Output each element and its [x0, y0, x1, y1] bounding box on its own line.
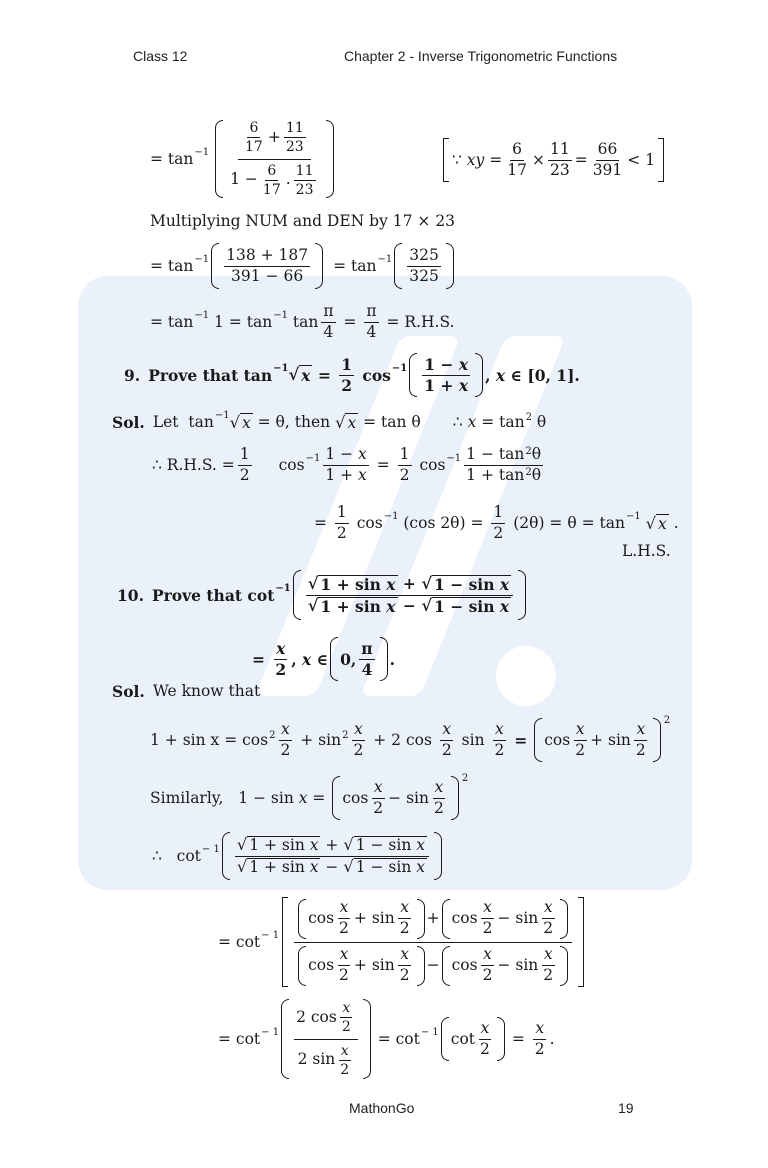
- solution-10-line-5: = cot − 1 cos $\frac{x}{2}$ + sin $\frac{x}{2}$ + cos $\frac{x}{2}$ − sin $\frac{x}{2}$ cos $\frac{x}{2}$ + sin $\frac{x}{2}$ − cos $\frac{x}{2}$ − sin $\frac{x}{2}$: [218, 896, 587, 988]
- then-word: , then: [284, 413, 331, 431]
- solution-10-line-2: $1 + \sin x = \cos^2$ $\frac{x}{2}$ + $\sin^2$ $\frac{x}{2}$ + 2 cos $\frac{x}{2}$ sin $\frac{x}{2}$ = cos $\frac{x}{2}$ + sin $\frac{x}{2}$ 2: [150, 716, 670, 764]
- equation-step-3: = tan −1 1 = tan −1 tan $\frac{\pi}{4}$ = $\frac{\pi}{4}$ = R.H.S.: [150, 301, 455, 341]
- therefore-symbol: ∴: [152, 847, 162, 865]
- lhs-label: L.H.S.: [622, 542, 671, 560]
- solution-9-line-1: Sol. Let tan −1 √ x = θ , then √ x = tan θ ∴ $x = \tan^2 \theta$: [112, 409, 547, 432]
- q9-prove: Prove that: [148, 365, 239, 385]
- footer-brand: MathonGo: [349, 1100, 415, 1116]
- equation-step-2: = tan −1 $\frac{138 + 187}{391 - 66}$ = tan −1 $\frac{325}{325}$: [150, 242, 456, 290]
- similarly-word: Similarly,: [150, 789, 224, 807]
- q10-number: 10.: [117, 585, 144, 605]
- q10-prove: Prove that: [151, 585, 243, 605]
- header-class: Class 12: [133, 48, 188, 64]
- solution-9-line-3: = $\frac{1}{2}$ cos −1 (cos 2θ) = $\frac{1}{2}$ (2θ) = θ = tan −1 √ x .: [314, 502, 679, 542]
- q9-number: 9.: [124, 365, 141, 385]
- solution-10-line-3: Similarly, 1 − sin x = cos $\frac{x}{2}$ − sin $\frac{x}{2}$ 2: [150, 774, 468, 822]
- sol-label-2: Sol.: [112, 681, 145, 701]
- solution-10-line-6: = cot − 1 2 cos $\frac{x}{2}$ 2 sin $\frac{x}{2}$ = cot − 1 cot $\frac{x}{2}$ = $\frac{x}{2}$ .: [218, 1000, 555, 1078]
- question-9: 9. Prove that tan −1 √ x = $\frac{1}{2}$ cos −1 $\frac{1 - x}{1 + x}$ , x ∈ [0, 1].: [124, 352, 580, 398]
- solution-10-line-1: [112, 680, 260, 702]
- condition-note: ∵ xy = $\frac{6}{17}$ × $\frac{11}{23}$ = $\frac{66}{391}$ < 1: [440, 136, 667, 184]
- multiplying-note: Multiplying NUM and DEN by 17 × 23: [150, 212, 456, 230]
- sol-label: Sol.: [112, 412, 145, 432]
- page-number: 19: [618, 1100, 634, 1116]
- question-10-result: = $\frac{x}{2}$ , x ∈ 0, $\frac{\pi}{4}$ .: [252, 636, 395, 682]
- equation-step-1: = tan −1 $\frac{6}{17}$ + $\frac{11}{23}$ 1 − $\frac{6}{17}$ . $\frac{11}{23}$: [150, 118, 336, 200]
- solution-10-line-4: ∴ cot − 1 √ 1 + sin x + √ 1 − sin x √ 1 + sin x − √ 1 − sin x: [152, 832, 444, 880]
- question-10: 10. Prove that cot −1 √ 1 + sin x + √ 1 − sin x √ 1 + sin x − √ 1 − sin x: [117, 570, 528, 620]
- let-word: Let: [152, 413, 179, 431]
- header-chapter: Chapter 2 - Inverse Trigonometric Functions: [344, 48, 618, 64]
- solution-9-line-2: ∴ R.H.S. = $\frac{1}{2}$ cos −1 $\frac{1 - x}{1 + x}$ = $\frac{1}{2}$ cos −1 $\frac{1 - \tan^2\theta}{1 + \tan^2\theta}$: [152, 444, 542, 484]
- rhs-label: ∴ R.H.S. =: [152, 456, 235, 474]
- rhs-text: = R.H.S.: [386, 313, 455, 331]
- we-know: We know that: [152, 682, 261, 700]
